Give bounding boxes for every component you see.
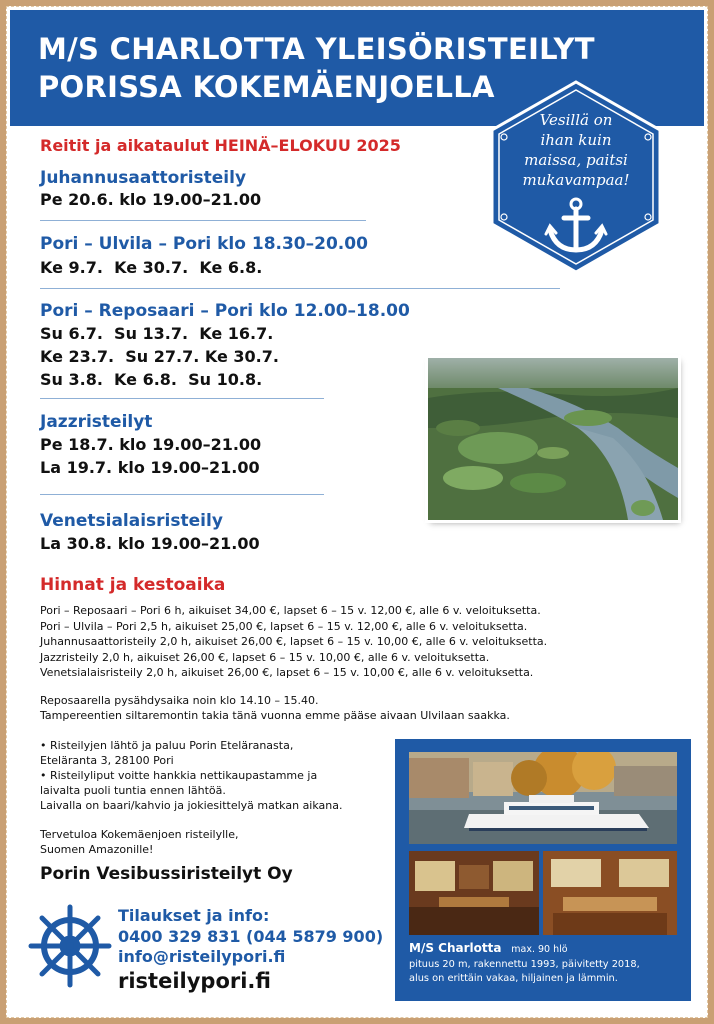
info-line: • Risteilyliput voitte hankkia nettikaupastamme ja [40, 769, 318, 782]
section-heading-reposaari: Pori – Reposaari – Pori klo 12.00–18.00 [40, 301, 410, 321]
ship-interior-photo-1 [409, 851, 539, 935]
email-link[interactable]: info@risteilypori.fi [118, 947, 286, 966]
page-title-line2: PORISSA KOKEMÄENJOELLA [38, 70, 495, 104]
page-title-line1: M/S CHARLOTTA YLEISÖRISTEILYT [38, 32, 595, 66]
badge-line-4: mukavampaa! [522, 171, 630, 189]
info-line: Eteläranta 3, 28100 Pori [40, 754, 174, 767]
ship-specs: pituus 20 m, rakennettu 1993, päivitetty 2018, [409, 959, 640, 970]
price-line: Venetsialaisristeily 2,0 h, aikuiset 26,00 €, lapset 6 – 15 v. 10,00 €, alle 6 v. veloituksetta. [40, 666, 534, 679]
note-line: Tampereentien siltaremontin takia tänä vuonna emme pääse aivaan Ulvilaan saakka. [40, 709, 510, 722]
ship-capacity: max. 90 hlö [511, 944, 568, 955]
section-date: Pe 18.7. klo 19.00–21.00 [40, 435, 262, 454]
contact-title: Tilaukset ja info: [118, 906, 270, 925]
welcome-line: Suomen Amazonille! [40, 843, 154, 856]
info-line: • Risteilyjen lähtö ja paluu Porin Eteläranasta, [40, 739, 294, 752]
ship-exterior-photo [409, 752, 677, 844]
website-link[interactable]: risteilypori.fi [118, 969, 271, 993]
section-date: La 19.7. klo 19.00–21.00 [40, 458, 260, 477]
divider [40, 398, 324, 399]
badge-line-1: Vesillä on [539, 111, 613, 129]
price-line: Juhannusaattoristeily 2,0 h, aikuiset 26,00 €, lapset 6 – 15 v. 10,00 €, alle 6 v. veloituksetta. [40, 635, 548, 648]
divider [40, 494, 324, 495]
info-line: laivalta puoli tuntia ennen lähtöä. [40, 784, 226, 797]
section-date: Ke 23.7. Su 27.7. Ke 30.7. [40, 347, 279, 366]
section-heading-jazz: Jazzristeilyt [40, 412, 153, 432]
price-line: Pori – Ulvila – Pori 2,5 h, aikuiset 25,00 €, lapset 6 – 15 v. 12,00 €, alle 6 v. veloituksetta. [40, 620, 528, 633]
section-heading-venetsialais: Venetsialaisristeily [40, 511, 223, 531]
badge-line-2: ihan kuin [540, 131, 612, 149]
section-date: Su 6.7. Su 13.7. Ke 16.7. [40, 324, 274, 343]
section-date: La 30.8. klo 19.00–21.00 [40, 534, 260, 553]
badge-line-3: maissa, paitsi [524, 151, 628, 169]
section-date: Pe 20.6. klo 19.00–21.00 [40, 190, 262, 209]
welcome-line: Tervetuloa Kokemäenjoen risteilylle, [40, 828, 239, 841]
ship-interior-photo-2 [543, 851, 677, 935]
price-line: Pori – Reposaari – Pori 6 h, aikuiset 34,00 €, lapset 6 – 15 v. 12,00 €, alle 6 v. veloituksetta. [40, 604, 541, 617]
slogan-badge [486, 78, 666, 274]
company-name: Porin Vesibussiristeilyt Oy [40, 864, 293, 884]
section-date: Su 3.8. Ke 6.8. Su 10.8. [40, 370, 263, 389]
note-line: Reposaarella pysähdysaika noin klo 14.10 – 15.40. [40, 694, 319, 707]
ship-name: M/S Charlotta [409, 941, 502, 955]
ship-wheel-icon [28, 904, 112, 988]
phone-link[interactable]: 0400 329 831 (044 5879 900) [118, 927, 384, 946]
divider [40, 220, 366, 221]
ship-specs: alus on erittäin vakaa, hiljainen ja lämmin. [409, 973, 618, 984]
section-heading-ulvila: Pori – Ulvila – Pori klo 18.30–20.00 [40, 234, 368, 254]
section-date: Ke 9.7. Ke 30.7. Ke 6.8. [40, 258, 263, 277]
info-line: Laivalla on baari/kahvio ja jokiesittelyä matkan aikana. [40, 799, 343, 812]
price-line: Jazzristeily 2,0 h, aikuiset 26,00 €, lapset 6 – 15 v. 10,00 €, alle 6 v. veloituksetta. [40, 651, 490, 664]
divider [40, 288, 560, 289]
ship-info-box [395, 739, 691, 1001]
prices-title: Hinnat ja kestoaika [40, 575, 226, 595]
schedule-title: Reitit ja aikataulut HEINÄ–ELOKUU 2025 [40, 136, 401, 155]
section-heading-juhannus: Juhannusaattoristeily [40, 168, 247, 188]
ship-title-row [409, 941, 568, 955]
river-aerial-photo [428, 358, 678, 520]
